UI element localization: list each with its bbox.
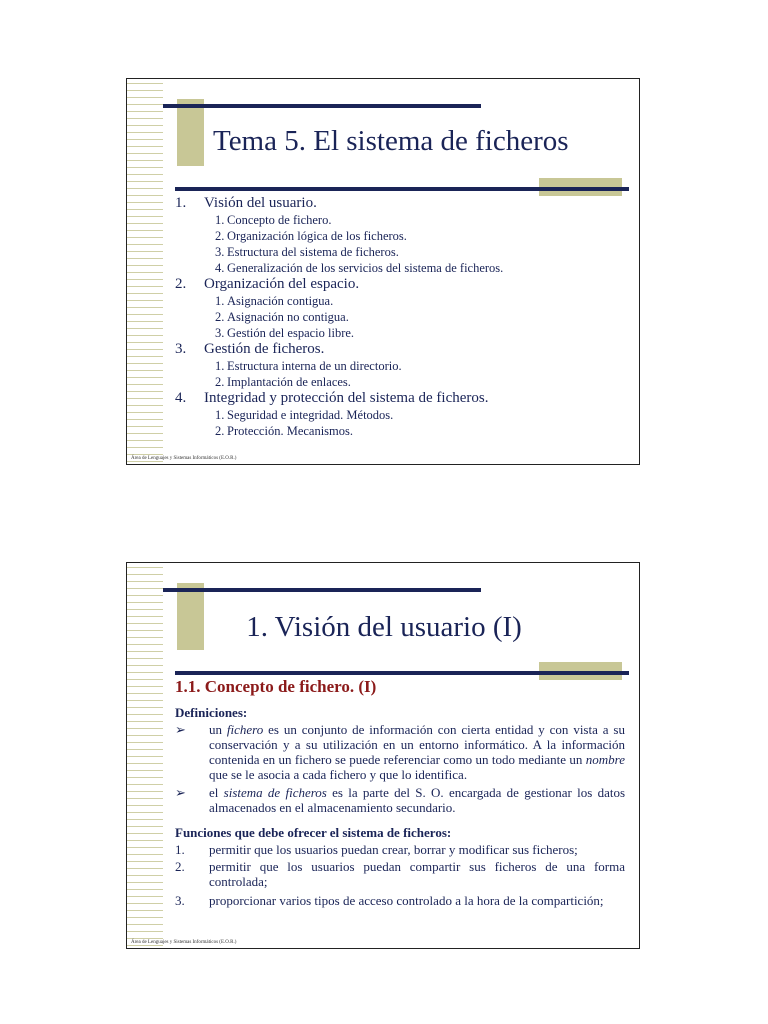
decorative-line-mid <box>175 187 629 191</box>
definitions-heading: Definiciones: <box>175 705 248 720</box>
toc-item: 1. Seguridad e integridad. Métodos. <box>215 408 394 422</box>
slide-2 <box>126 562 640 949</box>
toc-section: 4. Integridad y protección del sistema de ficheros. <box>175 390 489 406</box>
decorative-line-mid <box>175 671 629 675</box>
toc-item: 3. Estructura del sistema de ficheros. <box>215 245 399 259</box>
section-subtitle: 1.1. Concepto de fichero. (I) <box>175 677 377 696</box>
toc-item: 2. Protección. Mecanismos. <box>215 424 354 438</box>
toc-item: 2. Asignación no contigua. <box>215 310 349 324</box>
definition-text: el sistema de ficheros es la parte del S. O. encargada de gestionar los datos almacenados en el almacenamiento secundario. <box>209 785 626 815</box>
toc-item: 2. Implantación de enlaces. <box>215 375 351 389</box>
function-item: 2. permitir que los usuarios puedan compartir sus ficheros de una forma controlada; <box>175 859 625 889</box>
function-item: 1. permitir que los usuarios puedan crear, borrar y modificar sus ficheros; <box>175 842 578 857</box>
slide-footer: Área de Lenguajes y Sistemas Informáticos (E.O.R.) <box>131 456 237 461</box>
toc-item: 1. Estructura interna de un directorio. <box>215 359 402 373</box>
slide-title: Tema 5. El sistema de ficheros <box>213 125 569 157</box>
slide-1 <box>126 78 640 465</box>
definition-text: un fichero es un conjunto de información con cierta entidad y con vista a su conservación y a su utilización en un entorno informático. A la información contenida en un fichero se puede referenciar como un todo mediante un nombre que se le asocia a cada fichero y que lo identifica. <box>209 722 625 782</box>
function-item: 3. proporcionar varios tipos de acceso controlado a la hora de la compartición; <box>175 893 604 908</box>
functions-heading: Funciones que debe ofrecer el sistema de ficheros: <box>175 825 452 840</box>
toc-section: 1. Visión del usuario. <box>175 195 317 211</box>
toc-item: 2. Organización lógica de los ficheros. <box>215 229 407 243</box>
arrow-bullet-icon: ➢ <box>175 722 186 737</box>
decorative-stripes <box>127 79 163 464</box>
toc-section: 2. Organización del espacio. <box>175 276 360 292</box>
decorative-line-top <box>163 588 481 592</box>
definition-item <box>175 785 625 815</box>
arrow-bullet-icon: ➢ <box>175 785 186 800</box>
toc-item: 4. Generalización de los servicios del sistema de ficheros. <box>215 261 504 275</box>
definition-item <box>175 722 625 782</box>
toc-item: 3. Gestión del espacio libre. <box>215 326 355 340</box>
slide-title: 1. Visión del usuario (I) <box>246 611 522 643</box>
decorative-line-top <box>163 104 481 108</box>
toc-item: 1. Asignación contigua. <box>215 294 334 308</box>
slide-content <box>175 705 625 908</box>
toc-item: 1. Concepto de fichero. <box>215 213 332 227</box>
slide-footer: Área de Lenguajes y Sistemas Informáticos (E.O.R.) <box>131 940 237 945</box>
table-of-contents <box>175 195 503 439</box>
decorative-block <box>177 99 204 166</box>
toc-section: 3. Gestión de ficheros. <box>175 341 325 357</box>
